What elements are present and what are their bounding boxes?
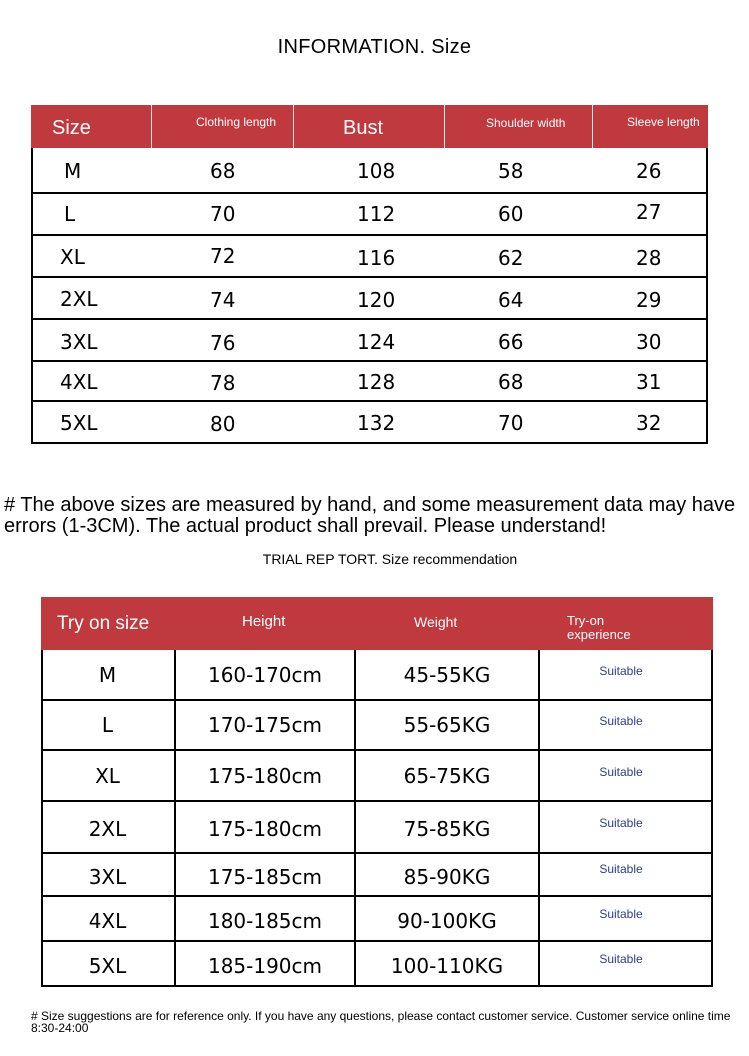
cell-height: 160-170cm bbox=[207, 663, 323, 687]
cell-bust: 112 bbox=[357, 202, 396, 226]
cell-weight: 65-75KG bbox=[403, 764, 491, 788]
cell-size: 5XL bbox=[88, 954, 127, 978]
cell-sleeve-length: 30 bbox=[636, 330, 662, 354]
cell-experience: Suitable bbox=[599, 907, 643, 921]
cell-experience: Suitable bbox=[599, 765, 643, 779]
cell-clothing-length: 70 bbox=[210, 202, 236, 226]
cell-clothing-length: 68 bbox=[210, 159, 236, 183]
cell-size: 2XL bbox=[60, 287, 98, 311]
cell-size: L bbox=[101, 713, 114, 737]
header-weight: Weight bbox=[414, 614, 458, 630]
cell-experience: Suitable bbox=[599, 816, 643, 830]
cell-bust: 120 bbox=[357, 288, 396, 312]
cell-size: L bbox=[64, 202, 76, 226]
cell-bust: 132 bbox=[357, 411, 396, 435]
size-table-header bbox=[31, 105, 708, 148]
cell-experience: Suitable bbox=[599, 714, 643, 728]
cell-experience: Suitable bbox=[599, 664, 643, 678]
cell-shoulder-width: 58 bbox=[498, 159, 524, 183]
cell-clothing-length: 78 bbox=[210, 371, 236, 395]
cell-shoulder-width: 60 bbox=[498, 202, 524, 226]
cell-size: M bbox=[98, 663, 117, 687]
cell-height: 185-190cm bbox=[207, 954, 323, 978]
cell-shoulder-width: 62 bbox=[498, 246, 524, 270]
cell-shoulder-width: 66 bbox=[498, 330, 524, 354]
cell-weight: 90-100KG bbox=[397, 909, 497, 933]
measurement-note: # The above sizes are measured by hand, and some measurement data may have errors (1-3CM). The actual product shall prevail. Please understand! bbox=[4, 494, 736, 537]
recommendation-table-header bbox=[41, 597, 713, 650]
cell-shoulder-width: 70 bbox=[498, 411, 524, 435]
header-size: Size bbox=[52, 117, 91, 139]
cell-bust: 116 bbox=[357, 246, 396, 270]
cell-size: 3XL bbox=[60, 330, 98, 354]
cell-sleeve-length: 31 bbox=[636, 370, 662, 394]
cell-clothing-length: 80 bbox=[210, 412, 236, 436]
footnote: # Size suggestions are for reference only. If you have any questions, please contact customer service. Customer service online time 8:30-24:00 bbox=[31, 1009, 731, 1035]
header-sleeve-length: Sleeve length bbox=[627, 115, 700, 129]
cell-size: XL bbox=[60, 245, 85, 269]
cell-bust: 128 bbox=[357, 370, 396, 394]
cell-height: 180-185cm bbox=[207, 909, 323, 933]
cell-experience: Suitable bbox=[599, 862, 643, 876]
cell-sleeve-length: 29 bbox=[636, 288, 662, 312]
header-bust: Bust bbox=[343, 117, 384, 139]
cell-size: 5XL bbox=[60, 411, 98, 435]
cell-height: 175-180cm bbox=[207, 817, 323, 841]
recommendation-table bbox=[41, 597, 713, 989]
cell-size: 3XL bbox=[88, 865, 127, 889]
size-table bbox=[31, 105, 708, 444]
recommendation-subtitle: TRIAL REP TORT. Size recommendation bbox=[262, 551, 518, 567]
header-clothing-length: Clothing length bbox=[196, 115, 277, 129]
cell-weight: 45-55KG bbox=[403, 663, 491, 687]
cell-height: 175-180cm bbox=[207, 764, 323, 788]
cell-clothing-length: 76 bbox=[210, 331, 236, 355]
cell-height: 175-185cm bbox=[207, 865, 323, 889]
cell-clothing-length: 72 bbox=[210, 244, 236, 268]
cell-sleeve-length: 32 bbox=[636, 411, 662, 435]
cell-weight: 100-110KG bbox=[390, 954, 504, 978]
cell-size: 4XL bbox=[60, 370, 98, 394]
header-shoulder-width: Shoulder width bbox=[486, 116, 566, 130]
cell-weight: 55-65KG bbox=[403, 713, 491, 737]
cell-sleeve-length: 26 bbox=[636, 159, 662, 183]
cell-weight: 85-90KG bbox=[403, 865, 491, 889]
cell-size: 4XL bbox=[88, 909, 127, 933]
header-try-on: Try-on bbox=[567, 613, 605, 628]
cell-shoulder-width: 64 bbox=[498, 288, 524, 312]
cell-sleeve-length: 27 bbox=[636, 200, 662, 224]
header-experience: experience bbox=[567, 627, 631, 642]
cell-clothing-length: 74 bbox=[210, 288, 236, 312]
cell-size: XL bbox=[95, 764, 120, 788]
cell-size: M bbox=[64, 159, 82, 183]
cell-bust: 124 bbox=[357, 330, 396, 354]
cell-shoulder-width: 68 bbox=[498, 370, 524, 394]
cell-sleeve-length: 28 bbox=[636, 246, 662, 270]
cell-height: 170-175cm bbox=[207, 713, 323, 737]
cell-weight: 75-85KG bbox=[403, 817, 491, 841]
header-height: Height bbox=[242, 613, 286, 630]
header-try-on-size: Try on size bbox=[57, 613, 150, 634]
cell-size: 2XL bbox=[88, 817, 127, 841]
page-title: INFORMATION. Size bbox=[277, 36, 472, 58]
cell-experience: Suitable bbox=[599, 952, 643, 966]
cell-bust: 108 bbox=[357, 159, 396, 183]
